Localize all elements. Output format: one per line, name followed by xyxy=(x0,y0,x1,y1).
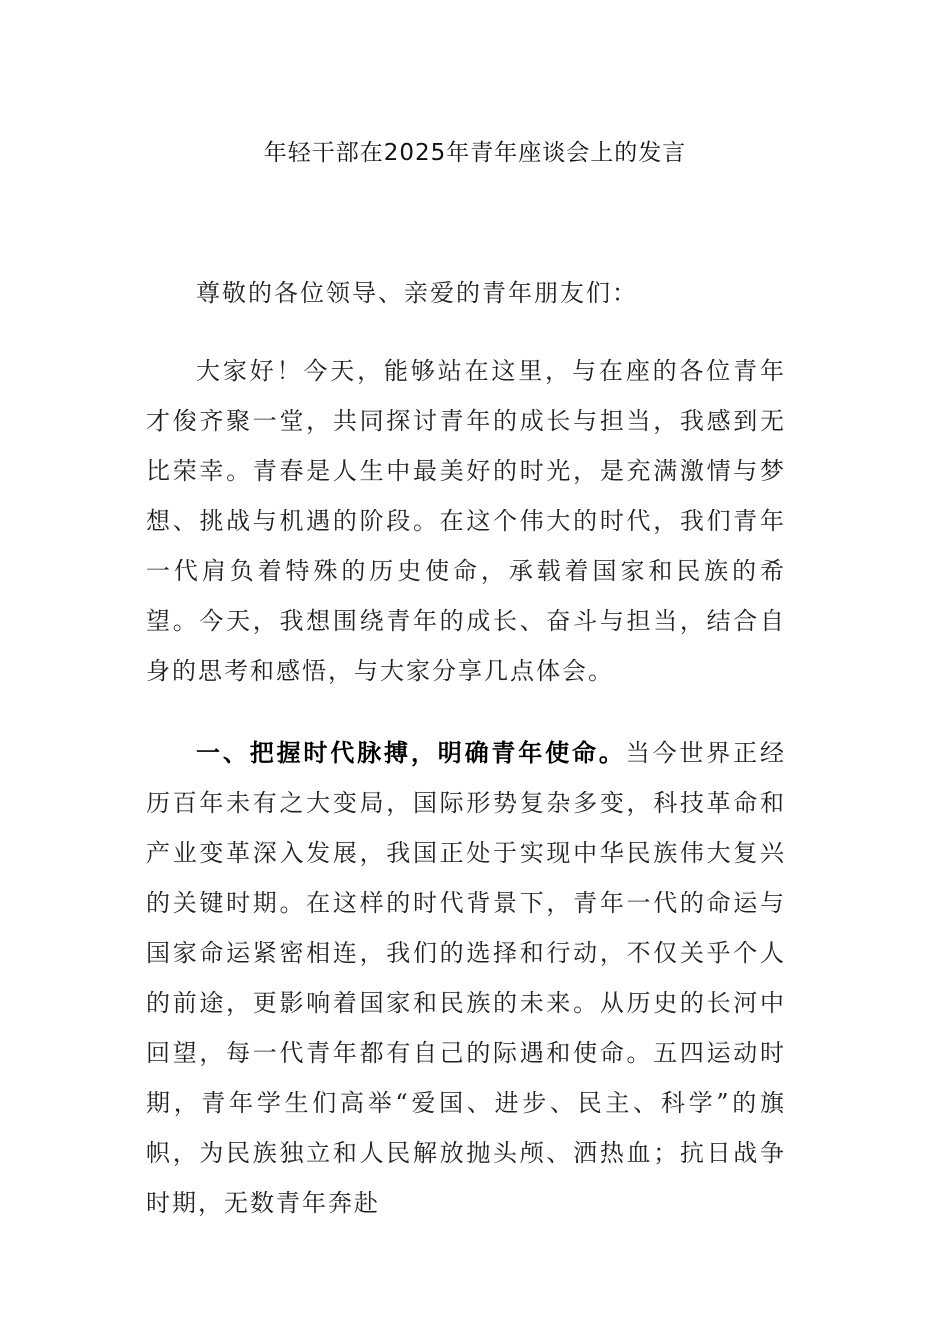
section-one-body: 当今世界正经历百年未有之大变局，国际形势复杂多变，科技革命和产业变革深入发展，我国正处于实现中华民族伟大复兴的关键时期。在这样的时代背景下，青年一代的命运与国家命运紧密相连，我们的选择和行动，不仅关乎个人的前途，更影响着国家和民族的未来。从历史的长河中回望，每一代青年都有自己的际遇和使命。五四运动时期，青年学生们高举“爱国、进步、民主、科学”的旗帜，为民族独立和人民解放抛头颅、洒热血；抗日战争时期，无数青年奔赴 xyxy=(146,739,787,1217)
greeting-line: 尊敬的各位领导、亲爱的青年朋友们： xyxy=(196,279,638,307)
section-one-heading: 一、把握时代脉搏，明确青年使命。 xyxy=(196,739,626,767)
opening-paragraph: 大家好！今天，能够站在这里，与在座的各位青年才俊齐聚一堂，共同探讨青年的成长与担当，我感到无比荣幸。青春是人生中最美好的时光，是充满激情与梦想、挑战与机遇的阶段。在这个伟大的时代，我们青年一代肩负着特殊的历史使命，承载着国家和民族的希望。今天，我想围绕青年的成长、奋斗与担当，结合自身的思考和感悟，与大家分享几点体会。 xyxy=(146,357,786,685)
document-title: 年轻干部在2025年青年座谈会上的发言 xyxy=(263,140,687,166)
section-one-paragraph xyxy=(146,728,786,1228)
